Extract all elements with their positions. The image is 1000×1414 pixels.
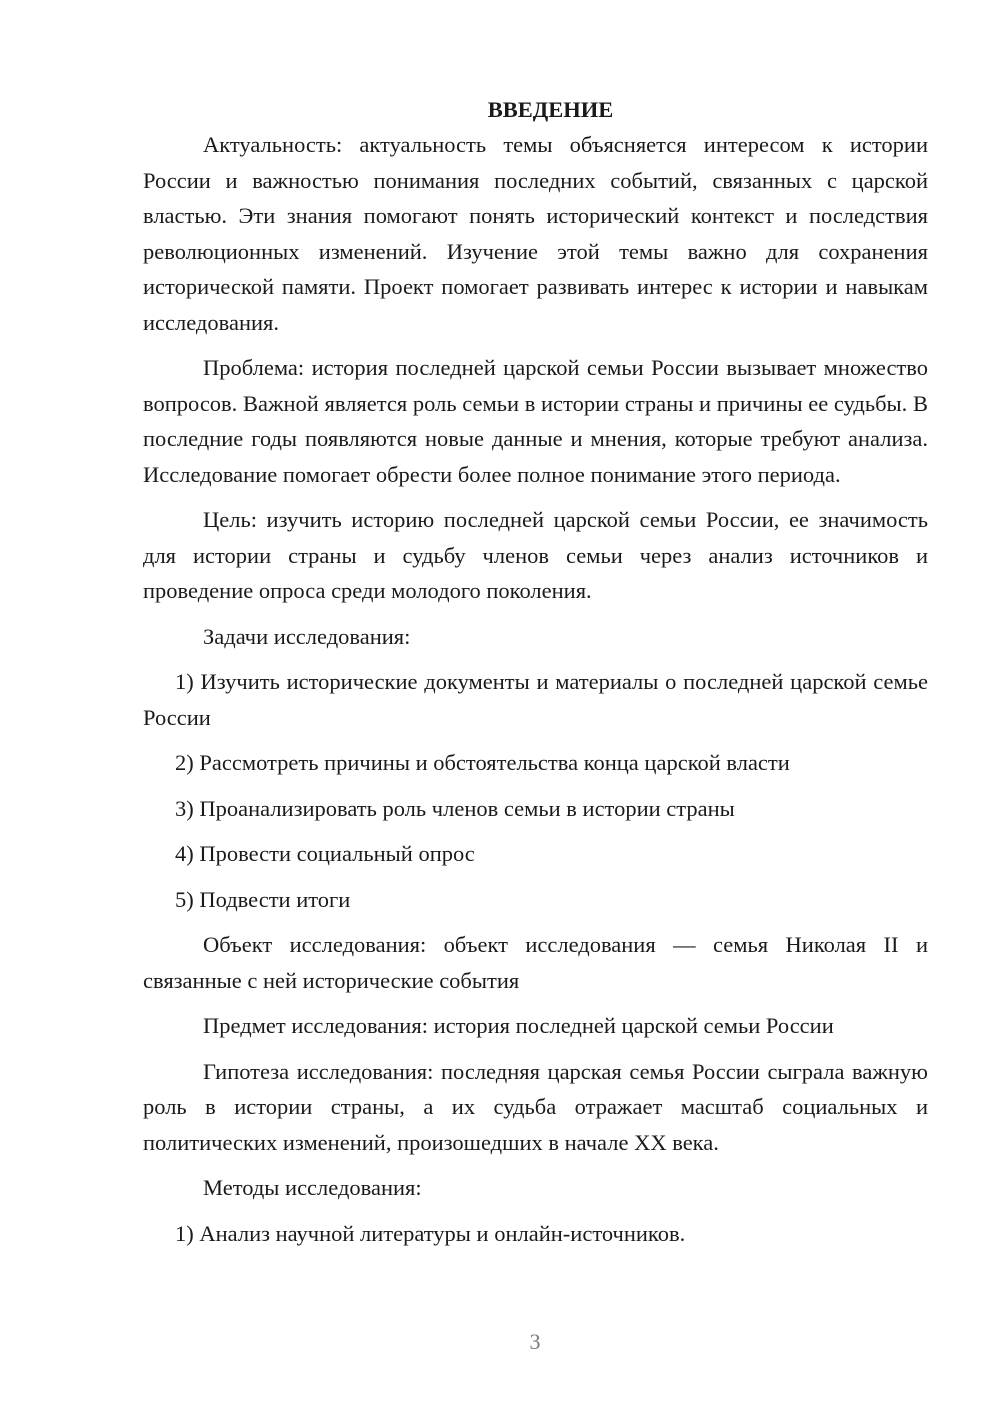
tasks-heading: Задачи исследования: — [203, 623, 411, 649]
methods-heading: Методы исследования: — [203, 1175, 422, 1200]
page-title: ВВЕДЕНИЕ — [487, 97, 614, 122]
page-number: 3 — [529, 1329, 541, 1354]
list-item-method-1: 1) Анализ научной литературы и онлайн-источников. — [175, 1220, 686, 1246]
paragraph-problem: Проблема: история последней царской семьи России вызывает множество вопросов. Важной является роль семьи в истории страны и причины ее судьбы. В последние годы появляются новые данные и мнения, которые требуют анализа. Исследование помогает обрести более полное понимание этого периода. — [143, 355, 928, 487]
paragraph-goal: Цель: изучить историю последней царской семьи России, ее значимость для истории страны и судьбу членов семьи через анализ источников и проведение опроса среди молодого поколения. — [143, 507, 928, 603]
list-item-task-5: 5) Подвести итоги — [175, 886, 351, 912]
list-item-task-2: 2) Рассмотреть причины и обстоятельства конца царской власти — [175, 750, 790, 775]
document-page — [143, 92, 928, 1261]
paragraph-relevance: Актуальность: актуальность темы объясняется интересом к истории России и важностью понимания последних событий, связанных с царской властью. Эти знания помогают понять исторический контекст и последствия революционных изменений. Изучение этой темы важно для сохранения исторической памяти. Проект помогает развивать интерес к истории и навыкам исследования. — [143, 132, 928, 335]
paragraph-hypothesis: Гипотеза исследования: последняя царская семья России сыграла важную роль в истории страны, а их судьба отражает масштаб социальных и политических изменений, произошедших в начале XX века. — [143, 1058, 928, 1155]
list-item-task-3: 3) Проанализировать роль членов семьи в истории страны — [175, 795, 735, 821]
paragraph-subject: Предмет исследования: история последней царской семьи России — [203, 1013, 834, 1038]
list-item-task-4: 4) Провести социальный опрос — [175, 841, 475, 866]
paragraph-object: Объект исследования: объект исследования — семья Николая II и связанные с ней исторические события — [143, 932, 928, 993]
list-item-task-1: 1) Изучить исторические документы и материалы о последней царской семье России — [143, 669, 928, 730]
